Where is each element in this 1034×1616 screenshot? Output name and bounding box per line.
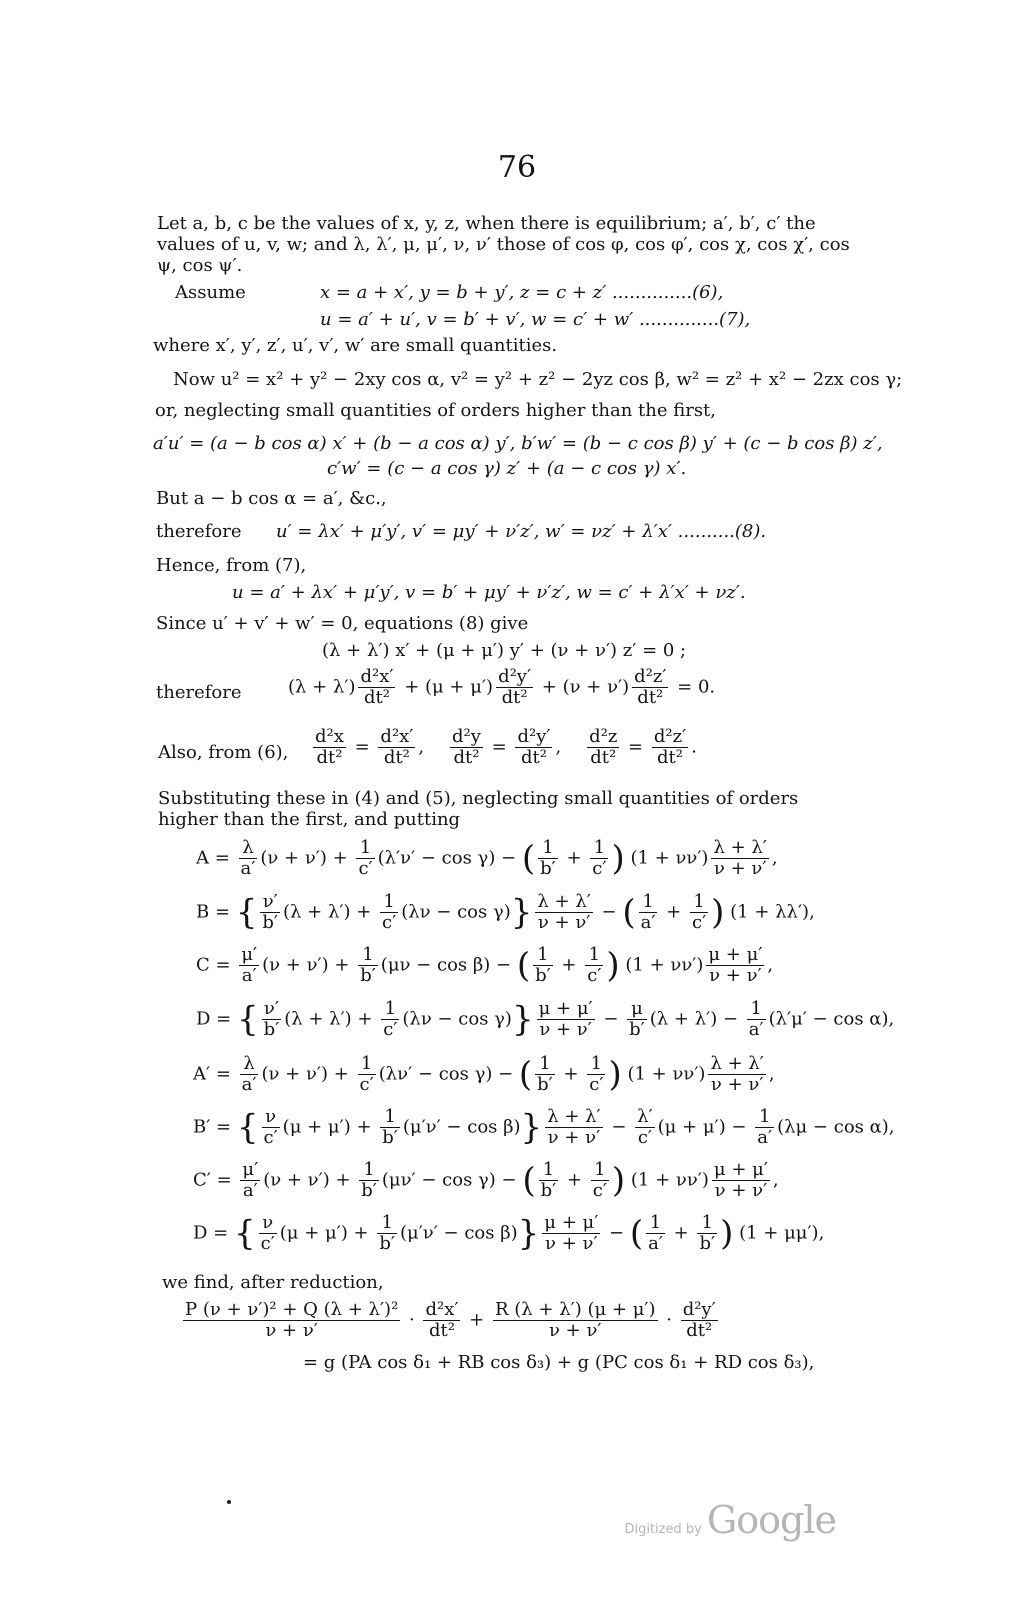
sum-equation: (λ + λ′) x′ + (μ + μ′) y′ + (ν + ν′) z′ = 0 ; bbox=[322, 640, 687, 661]
intro-paragraph: Let a, b, c be the values of x, y, z, when there is equilibrium; a′, b′, c′ the values of u, v, w; and λ, λ′, μ, μ′, ν, ν′ those of cos φ, cos φ′, cos χ, cos χ′, cos ψ, cos ψ′. bbox=[157, 213, 850, 276]
final-equation-rhs: = g (PA cos δ₁ + RB cos δ₃) + g (PC cos δ₁ + RD cos δ₃), bbox=[303, 1352, 815, 1373]
equation-6: x = a + x′, y = b + y′, z = c + z′ ..............(6), bbox=[320, 282, 724, 303]
coefficient-C: C = $\frac{\mu'}{a'}$ (ν + ν′) + $\frac{1}{b'}$ (μν − cos β) − ( $\frac{1}{b'}$ + $\frac{1}{c'}$ ) (1 + νν′) $\frac{\mu + \mu'}{\nu + \nu'}$ , bbox=[196, 944, 774, 986]
acceleration-equation: (λ + λ′) $\frac{\text{d²x′}}{\text{dt²}}$ + (μ + μ′) $\frac{\text{d²y′}}{\text{dt²}}$ + (ν + ν′) $\frac{\text{d²z′}}{\text{dt²}}$ = 0. bbox=[288, 666, 716, 708]
page-number: 76 bbox=[497, 150, 537, 185]
equation-7: u = a′ + u′, v = b′ + v′, w = c′ + w′ ..............(7), bbox=[320, 309, 751, 330]
coefficient-D: D = { $\frac{\nu'}{b'}$ (λ + λ′) + $\frac{1}{c'}$ (λν − cos γ)} $\frac{\mu + \mu'}{\nu + \nu'}$ − $\frac{\mu}{b'}$ (λ + λ′) − $\frac{1}{a'}$ (λ′μ′ − cos α), bbox=[196, 998, 895, 1040]
assume-label: Assume bbox=[175, 282, 246, 303]
derivative-equalities: $\frac{\text{d²x}}{\text{dt²}}$ = $\frac{\text{d²x′}}{\text{dt²}}$ , $\frac{\text{d²y}}{\text{dt²}}$ = $\frac{\text{d²y′}}{\text{dt²}}$ , $\frac{\text{d²z}}{\text{dt²}}$ = $\frac{\text{d²z′}}{\text{dt²}}$ . bbox=[315, 726, 697, 768]
hence-line: Hence, from (7), bbox=[156, 555, 307, 576]
digitized-by-google-watermark: Digitized by Google bbox=[624, 1498, 836, 1542]
hence-equation: u = a′ + λx′ + μ′y′, v = b′ + μy′ + ν′z′, w = c′ + λ′x′ + νz′. bbox=[232, 582, 746, 603]
coefficient-C-prime: C′ = $\frac{\mu'}{a'}$ (ν + ν′) + $\frac{1}{b'}$ (μν′ − cos γ) − ( $\frac{1}{b'}$ + $\frac{1}{c'}$ ) (1 + νν′) $\frac{\mu + \mu'}{\nu + \nu'}$ , bbox=[193, 1159, 779, 1201]
coefficient-A-prime: A′ = $\frac{\lambda}{a'}$ (ν + ν′) + $\frac{1}{c'}$ (λν′ − cos γ) − ( $\frac{1}{b'}$ + $\frac{1}{c'}$ ) (1 + νν′) $\frac{\lambda + \lambda'}{\nu + \nu'}$ , bbox=[193, 1053, 775, 1095]
therefore-label-2: therefore bbox=[156, 682, 242, 703]
expansion-line-1: a′u′ = (a − b cos α) x′ + (b − a cos α) y′, b′w′ = (b − c cos β) y′ + (c − b cos β) z′, bbox=[153, 433, 883, 454]
coefficient-B-prime: B′ = { $\frac{\nu}{c'}$ (μ + μ′) + $\frac{1}{b'}$ (μ′ν′ − cos β)} $\frac{\lambda + \lambda'}{\nu + \nu'}$ − $\frac{\lambda'}{c'}$ (μ + μ′) − $\frac{1}{a'}$ (λμ − cos α), bbox=[193, 1106, 895, 1148]
final-equation-lhs: $\frac{\text{P (ν + ν′)² + Q (λ + λ′)²}}{\nu + \nu'}$ · $\frac{\text{d²x′}}{\text{dt²}}$ + $\frac{R (\lambda + \lambda') (\mu + \mu')}{\nu + \nu'}$ · $\frac{\text{d²y′}}{\text{dt²}}$ bbox=[185, 1299, 716, 1341]
equation-8: u′ = λx′ + μ′y′, v′ = μy′ + ν′z′, w′ = νz′ + λ′x′ ..........(8). bbox=[276, 521, 767, 542]
coefficient-A: A = $\frac{\lambda}{a'}$ (ν + ν′) + $\frac{1}{c'}$ (λ′ν′ − cos γ) − ( $\frac{1}{b'}$ + $\frac{1}{c'}$ ) (1 + νν′) $\frac{\lambda + \lambda'}{\nu + \nu'}$ , bbox=[196, 837, 778, 879]
expansion-line-2: c′w′ = (c − a cos γ) z′ + (a − c cos γ) x′. bbox=[327, 458, 687, 479]
therefore-label-1: therefore bbox=[156, 521, 242, 542]
substituting-paragraph: Substituting these in (4) and (5), neglecting small quantities of orders higher than the first, and putting bbox=[158, 788, 799, 830]
also-label: Also, from (6), bbox=[158, 742, 289, 763]
but-line: But a − b cos α = a′, &c., bbox=[156, 488, 387, 509]
coefficient-B: B = { $\frac{\nu'}{b'}$ (λ + λ′) + $\frac{1}{c'}$ (λν − cos γ)} $\frac{\lambda + \lambda'}{\nu + \nu'}$ − ( $\frac{1}{a'}$ + $\frac{1}{c'}$ ) (1 + λλ′), bbox=[196, 891, 815, 933]
since-line: Since u′ + v′ + w′ = 0, equations (8) give bbox=[156, 613, 529, 634]
now-line: Now u² = x² + y² − 2xy cos α, v² = y² + z² − 2yz cos β, w² = z² + x² − 2zx cos γ; bbox=[173, 369, 903, 390]
we-find-line: we find, after reduction, bbox=[162, 1272, 384, 1293]
where-line: where x′, y′, z′, u′, v′, w′ are small quantities. bbox=[153, 335, 558, 356]
neglect-line: or, neglecting small quantities of orders higher than the first, bbox=[155, 400, 717, 421]
ink-speck bbox=[227, 1500, 231, 1504]
coefficient-D-second: D = { $\frac{\nu}{c'}$ (μ + μ′) + $\frac{1}{b'}$ (μ′ν′ − cos β)} $\frac{\mu + \mu'}{\nu + \nu'}$ − ( $\frac{1}{a'}$ + $\frac{1}{b'}$ ) (1 + μμ′), bbox=[193, 1212, 825, 1254]
